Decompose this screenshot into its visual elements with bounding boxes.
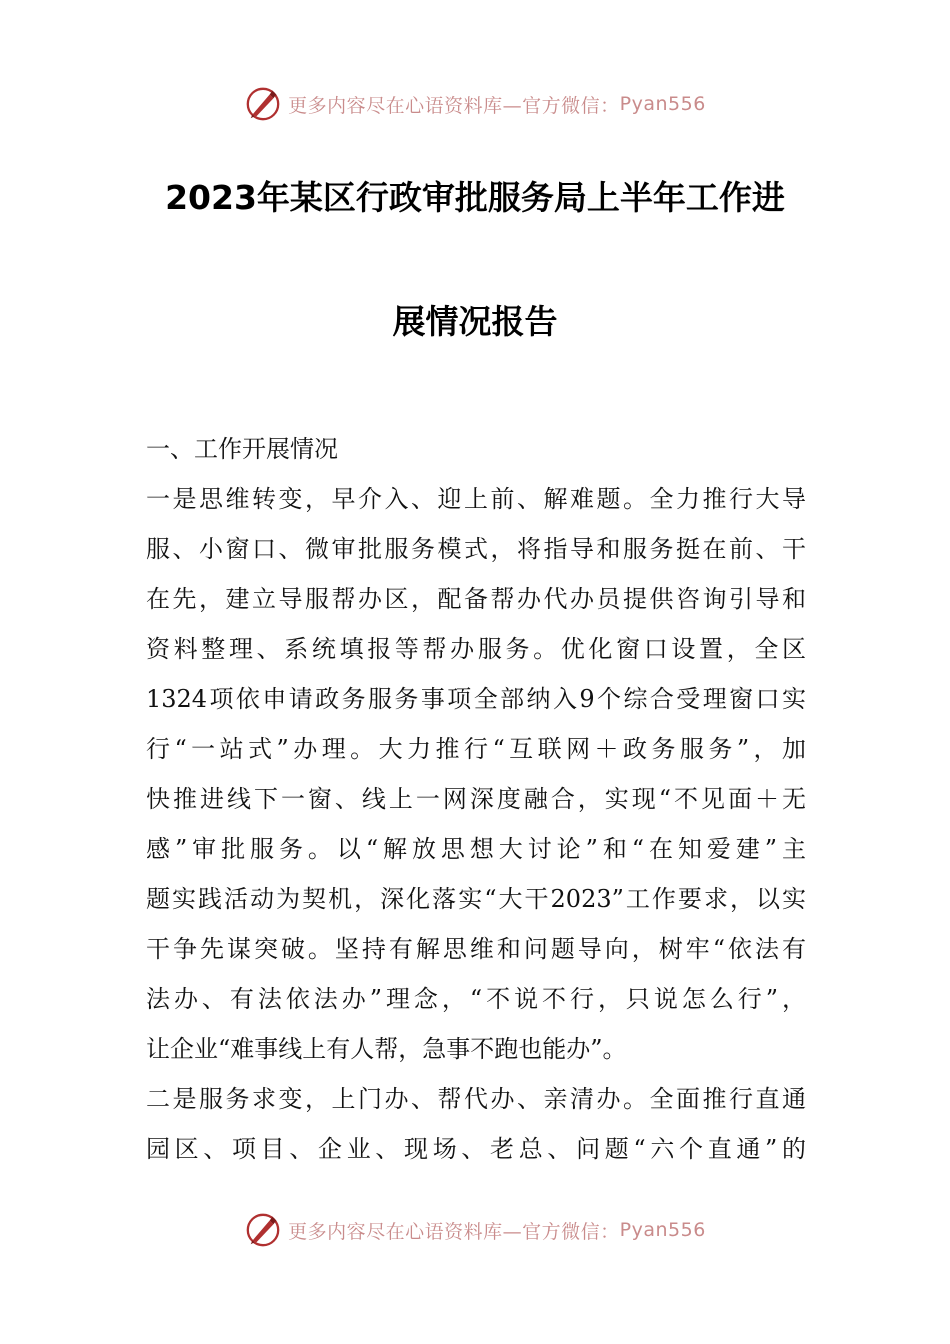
banner-text: 更多内容尽在心语资料库—官方微信： [288, 94, 620, 117]
body-line: 服、小窗口、微审批服务模式，将指导和服务挺在前、干 [146, 535, 806, 563]
body-line: 在先，建立导服帮办区，配备帮办代办员提供咨询引导和 [146, 585, 806, 613]
document-title-line-1: 2023年某区行政审批服务局上半年工作进 [165, 178, 785, 217]
body-line: 二是服务求变，上门办、帮代办、亲清办。全面推行直通 [146, 1085, 806, 1113]
body-line: 题实践活动为契机，深化落实“大干2023”工作要求，以实 [146, 885, 806, 913]
banner-text: 更多内容尽在心语资料库—官方微信： [288, 1220, 620, 1243]
body-line: 行“一站式”办理。大力推行“互联网＋政务服务”，加 [146, 735, 806, 763]
body-line: 园区、项目、企业、现场、老总、问题“六个直通”的 [146, 1135, 806, 1163]
body-line: 资料整理、系统填报等帮办服务。优化窗口设置，全区 [146, 635, 806, 663]
pen-logo-icon [244, 1211, 282, 1249]
document-title-line-2: 展情况报告 [392, 302, 558, 341]
document-body [146, 424, 806, 1174]
banner-wechat-id: Pyan556 [619, 1219, 706, 1241]
header-banner [0, 82, 950, 126]
body-line: 让企业“难事线上有人帮，急事不跑也能办”。 [146, 1035, 627, 1063]
footer-banner [0, 1208, 950, 1252]
banner-wechat-id: Pyan556 [619, 93, 706, 115]
body-line: 快推进线下一窗、线上一网深度融合，实现“不见面＋无 [146, 785, 806, 813]
body-line: 1324项依申请政务服务事项全部纳入9个综合受理窗口实 [146, 685, 806, 713]
body-line: 法办、有法依法办”理念，“不说不行，只说怎么行”， [146, 985, 806, 1013]
body-line: 干争先谋突破。坚持有解思维和问题导向，树牢“依法有 [146, 935, 806, 963]
section-heading: 一、工作开展情况 [146, 435, 338, 463]
body-line: 一是思维转变，早介入、迎上前、解难题。全力推行大导 [146, 485, 806, 513]
body-line: 感”审批服务。以“解放思想大讨论”和“在知爱建”主 [146, 835, 806, 863]
pen-logo-icon [244, 85, 282, 123]
